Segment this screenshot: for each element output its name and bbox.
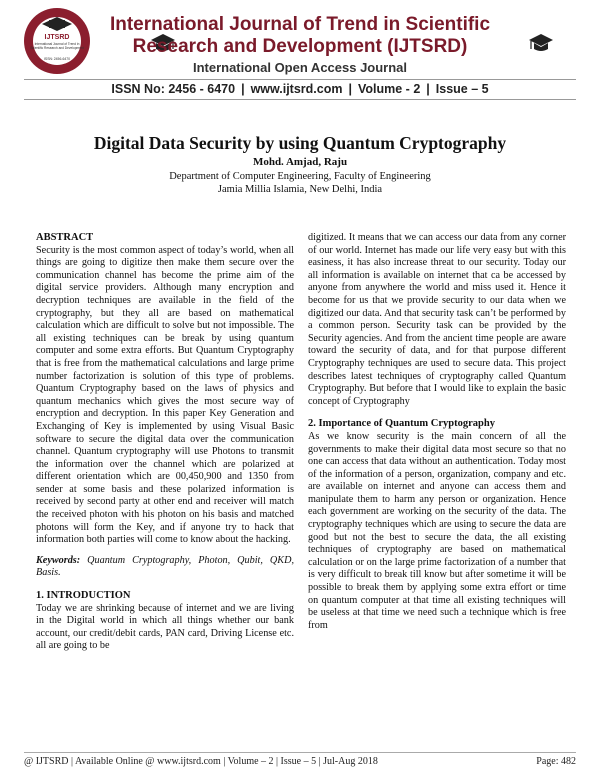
volume: Volume - 2 (357, 82, 421, 96)
page-footer (24, 756, 576, 767)
website-link[interactable]: www.ijtsrd.com (250, 82, 343, 96)
paper-authors: Mohd. Amjad, Raju (252, 156, 348, 168)
journal-subtitle: International Open Access Journal (192, 60, 408, 75)
logo-issn: ISSN: 2456-6470 (43, 57, 70, 61)
journal-header (0, 0, 600, 90)
section2-text: As we know security is the main concern of all the governments to make their digital data most secure so that no one can access that data without an authentication. Today most of the information of a person, organization, company and etc. are available on internet and anyone can access them and manipulate them to harm any person or organization. Hence each government are working on the security of the data. The cryptography techniques which are using to secure the data are good but not the best to secure the data, the all existing techniques of cryptography are based on mathematical calculation or on the large prime factorization of a number that is very difficult to break till know but after sometime it will be possible to break them by applying some extra effort or time on quantum computer at that time all existing techniques will be useless at that time we need such a technique which is free from (308, 430, 566, 631)
header-divider (24, 99, 576, 100)
paper-affiliation: Department of Computer Engineering, Faculty of Engineering (169, 171, 431, 182)
keywords-label: Keywords: (36, 554, 81, 566)
right-column (308, 232, 566, 632)
intro-heading: 1. INTRODUCTION (36, 590, 131, 602)
keywords (36, 555, 294, 580)
abstract-heading: ABSTRACT (36, 232, 94, 243)
keywords-text: Quantum Cryptography, Photon, Qubit, QKD, Basis. (36, 554, 294, 579)
footer-divider (24, 752, 576, 753)
page-number: Page: 482 (536, 756, 576, 767)
header-divider (24, 79, 576, 80)
intro-text: Today we are shrinking because of internet and we are living in the Digital world in which all things whether our bank account, our credit/debit cards, PAN card, Driving License etc. all are going to be (36, 602, 294, 652)
journal-title-line2: Research and Development (IJTSRD) (132, 36, 468, 57)
issue: Issue – 5 (435, 82, 489, 96)
paper-affiliation: Jamia Millia Islamia, New Delhi, India (217, 184, 383, 195)
abstract-text: Security is the most common aspect of today’s world, when all things are going to digitize then make them secure over the communication channel has become the prime aim of the digital service providers. Although many encryption and decryption techniques are available in the field of the cryptography, but they all are based on mathematical calculation which are difficult to solve but not impossible. The all existing techniques can be break by using quantum computer and some extra efforts. But Quantum Cryptography that is free from the mathematical calculations and large prime number factorization is solution of this type of problems. Quantum Cryptography based on the laws of physics and quantum mechanics which gives the most secure way of encryption and decryption. In this paper Key Generation and Exchanging of Key is implemented by using Visual Basic software to secure the digital data over the communication channel. Quantum cryptography will use Photons to transmit the information over the channel which are polarized at different orientation which are 00,450,900 and 1350 from sender at some basis and these polarized information is received by second party at other end and receiver will match the received photon with his photon on his basis and matched photons will form the Key, and if anyone try to hack that information both parties will come to know about the hacking. (36, 244, 294, 546)
logo-text: IJTSRD (44, 34, 70, 41)
intro-text-continued: digitized. It means that we can access our data from any corner of our world. Internet has made our life very easy but with this easiness, it has also increase threat to our security. Today our all information is available on internet that ca be accessed by anyone from anywhere the world and miss used it. Hence it become for us that we provide security to our data when we digitized our data. And that security task can’t be performed by a common person. Security task can be provided by the Security agencies. And from the ancient time people are aware toward the security of data, and for that purpose different Cryptography techniques are used to secure data. This project describes latest techniques of cryptography called Quantum Cryptography. But before that I would like to explain the basic concept of Cryptography (308, 232, 566, 407)
logo-caption: International Journal of Trend in Scientific Research and Development (30, 42, 84, 50)
issn: ISSN No: 2456 - 6470 (111, 82, 236, 96)
journal-title-line1: International Journal of Trend in Scientific (109, 14, 491, 35)
left-column (36, 232, 294, 653)
paper-title: Digital Data Security by using Quantum Cryptography (93, 133, 507, 153)
journal-issn-bar: ISSN No: 2456 - 6470 | www.ijtsrd.com | Volume - 2 | Issue – 5 (111, 82, 489, 96)
section2-heading: 2. Importance of Quantum Cryptography (308, 418, 495, 430)
footer-citation: @ IJTSRD | Available Online @ www.ijtsrd.com | Volume – 2 | Issue – 5 | Jul-Aug 2018 (24, 756, 378, 767)
